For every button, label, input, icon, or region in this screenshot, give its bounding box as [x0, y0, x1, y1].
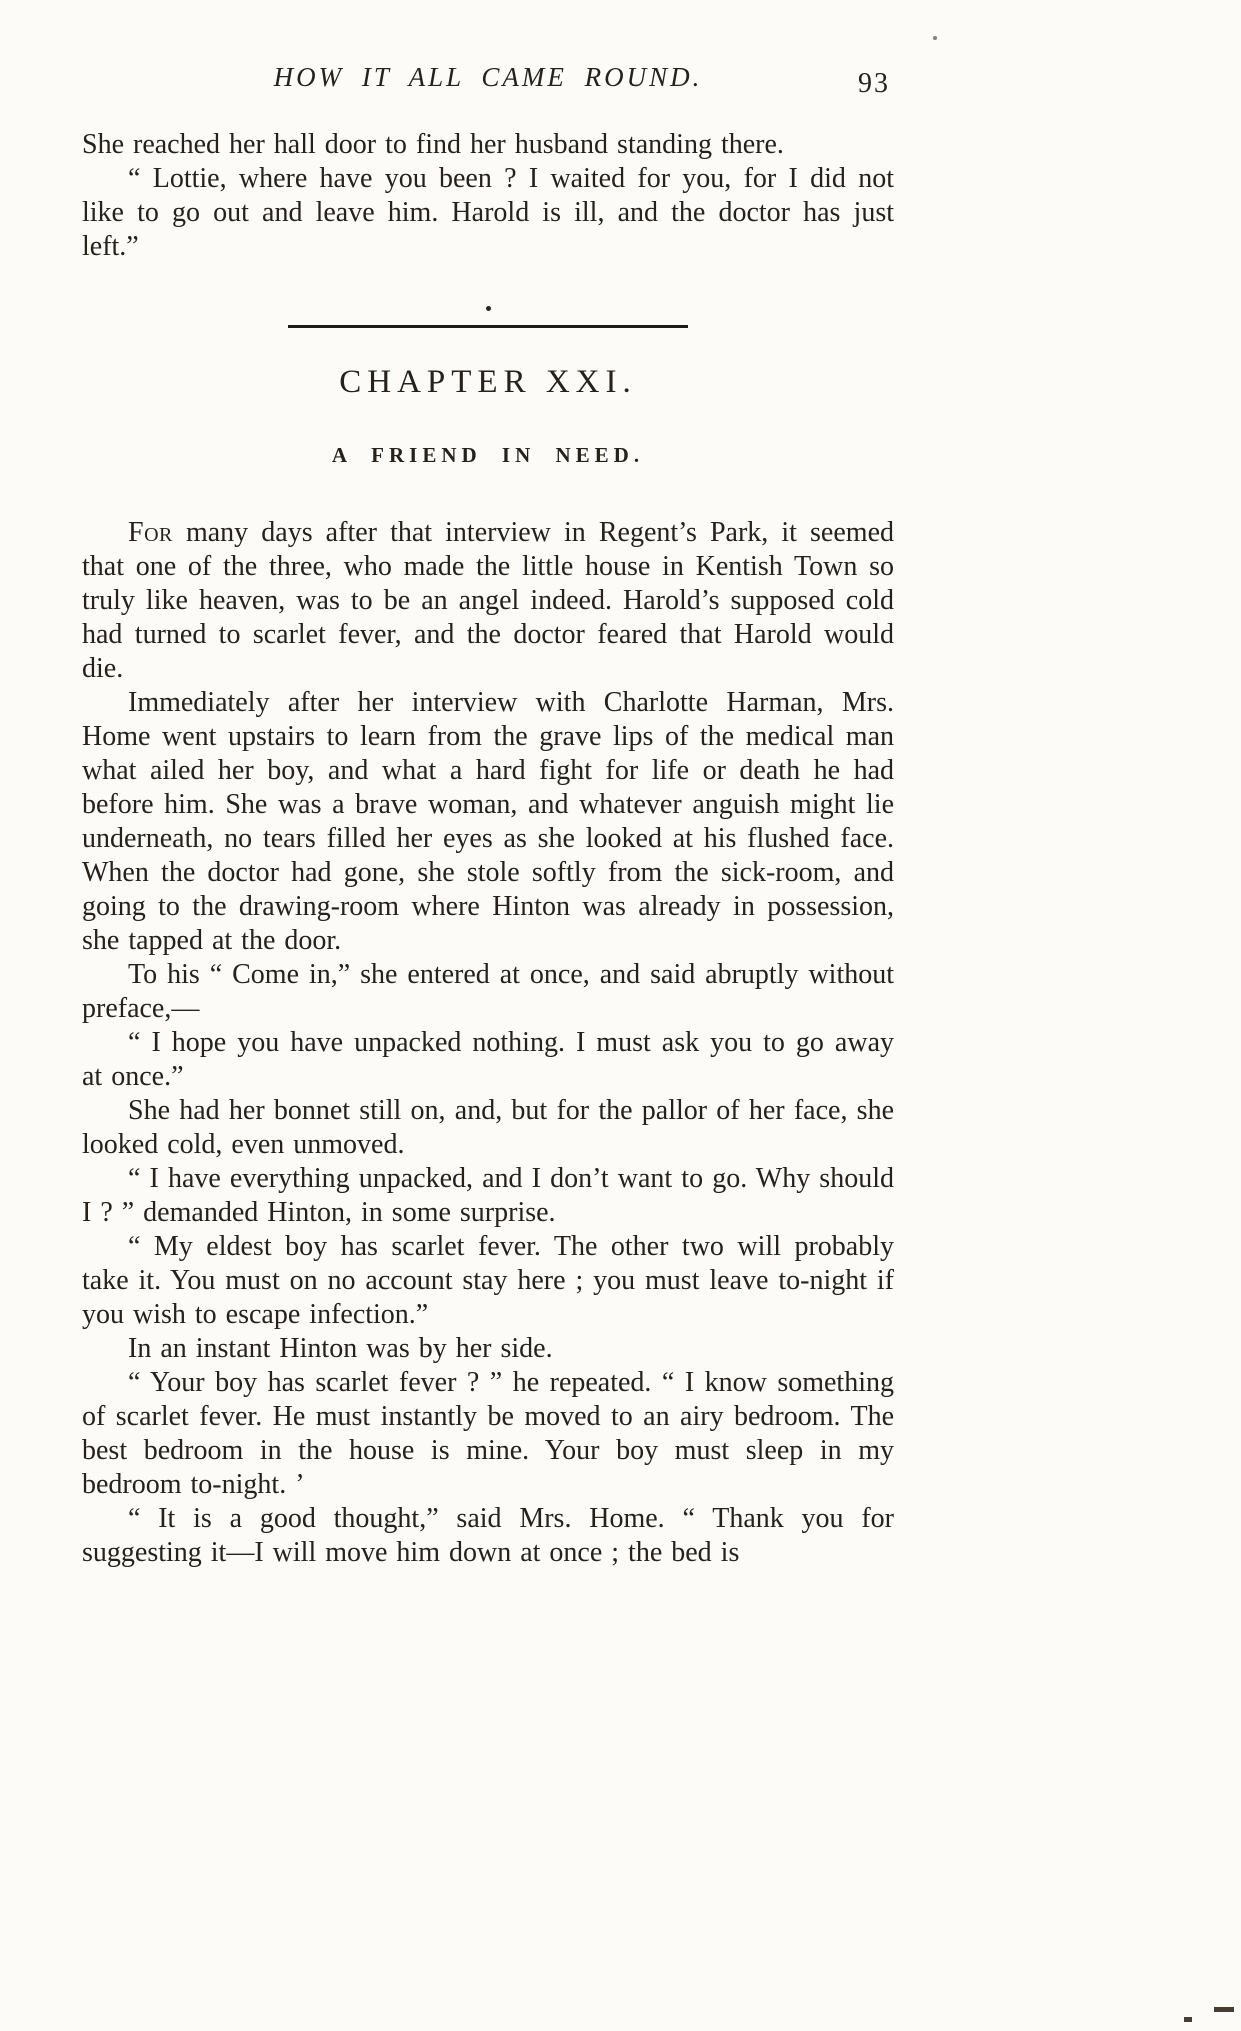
chapter-subtitle: A FRIEND IN NEED. — [331, 443, 645, 467]
paragraph: “ Your boy has scarlet fever ? ” he repeated. “ I know something of scarlet fever. He must instantly be moved to an airy bedroom. The best bedroom in the house is mine. Your boy must sleep in my bedroom to-night. ’ — [82, 1367, 894, 1500]
divider-dot — [486, 306, 491, 311]
paragraph: “ I hope you have unpacked nothing. I must ask you to go away at once.” — [82, 1027, 894, 1092]
section-divider — [82, 306, 894, 328]
paragraph — [82, 516, 894, 686]
paragraph-continued: She reached her hall door to find her husband standing there. — [82, 129, 784, 160]
running-header-title: HOW IT ALL CAME ROUND. — [273, 62, 703, 92]
paragraph: “ Lottie, where have you been ? I waited for you, for I did not like to go out and leave him. Harold is ill, and the doctor has just left.” — [82, 163, 894, 262]
paragraph-text: many days after that interview in Regent’s Park, it seemed that one of the three, who made the little house in Kentish Town so truly like heaven, was to be an angel indeed. Harold’s supposed cold had turned to scarlet fever, and the doctor feared that Harold would die. — [82, 517, 894, 684]
paragraph: She had her bonnet still on, and, but for the pallor of her face, she looked cold, even unmoved. — [82, 1095, 894, 1160]
chapter-heading: CHAPTER XXI. — [339, 364, 637, 400]
divider-rule — [288, 325, 688, 328]
scan-artifact — [933, 36, 937, 40]
scan-artifact — [1184, 2017, 1192, 2022]
paragraph: “ It is a good thought,” said Mrs. Home. “ Thank you for suggesting it—I will move him down at once ; the bed is — [82, 1503, 894, 1568]
paragraph: Immediately after her interview with Charlotte Harman, Mrs. Home went upstairs to learn from the grave lips of the medical man what ailed her boy, and what a hard fight for life or death he had before him. She was a brave woman, and whatever anguish might lie underneath, no tears filled her eyes as she looked at his flushed face. When the doctor had gone, she stole softly from the sick-room, and going to the drawing-room where Hinton was already in possession, she tapped at the door. — [82, 687, 894, 956]
running-header — [82, 58, 894, 104]
paragraph: To his “ Come in,” she entered at once, and said abruptly without preface,— — [82, 959, 894, 1024]
text-block — [82, 58, 894, 1570]
paragraph: “ My eldest boy has scarlet fever. The other two will probably take it. You must on no account stay here ; you must leave to-night if you wish to escape infection.” — [82, 1231, 894, 1330]
scan-artifact — [1214, 2007, 1234, 2012]
paragraph: “ I have everything unpacked, and I don’t want to go. Why should I ? ” demanded Hinton, in some surprise. — [82, 1163, 894, 1228]
paragraph: In an instant Hinton was by her side. — [128, 1333, 553, 1364]
lead-word: For — [128, 517, 173, 548]
page-number: 93 — [858, 68, 890, 99]
